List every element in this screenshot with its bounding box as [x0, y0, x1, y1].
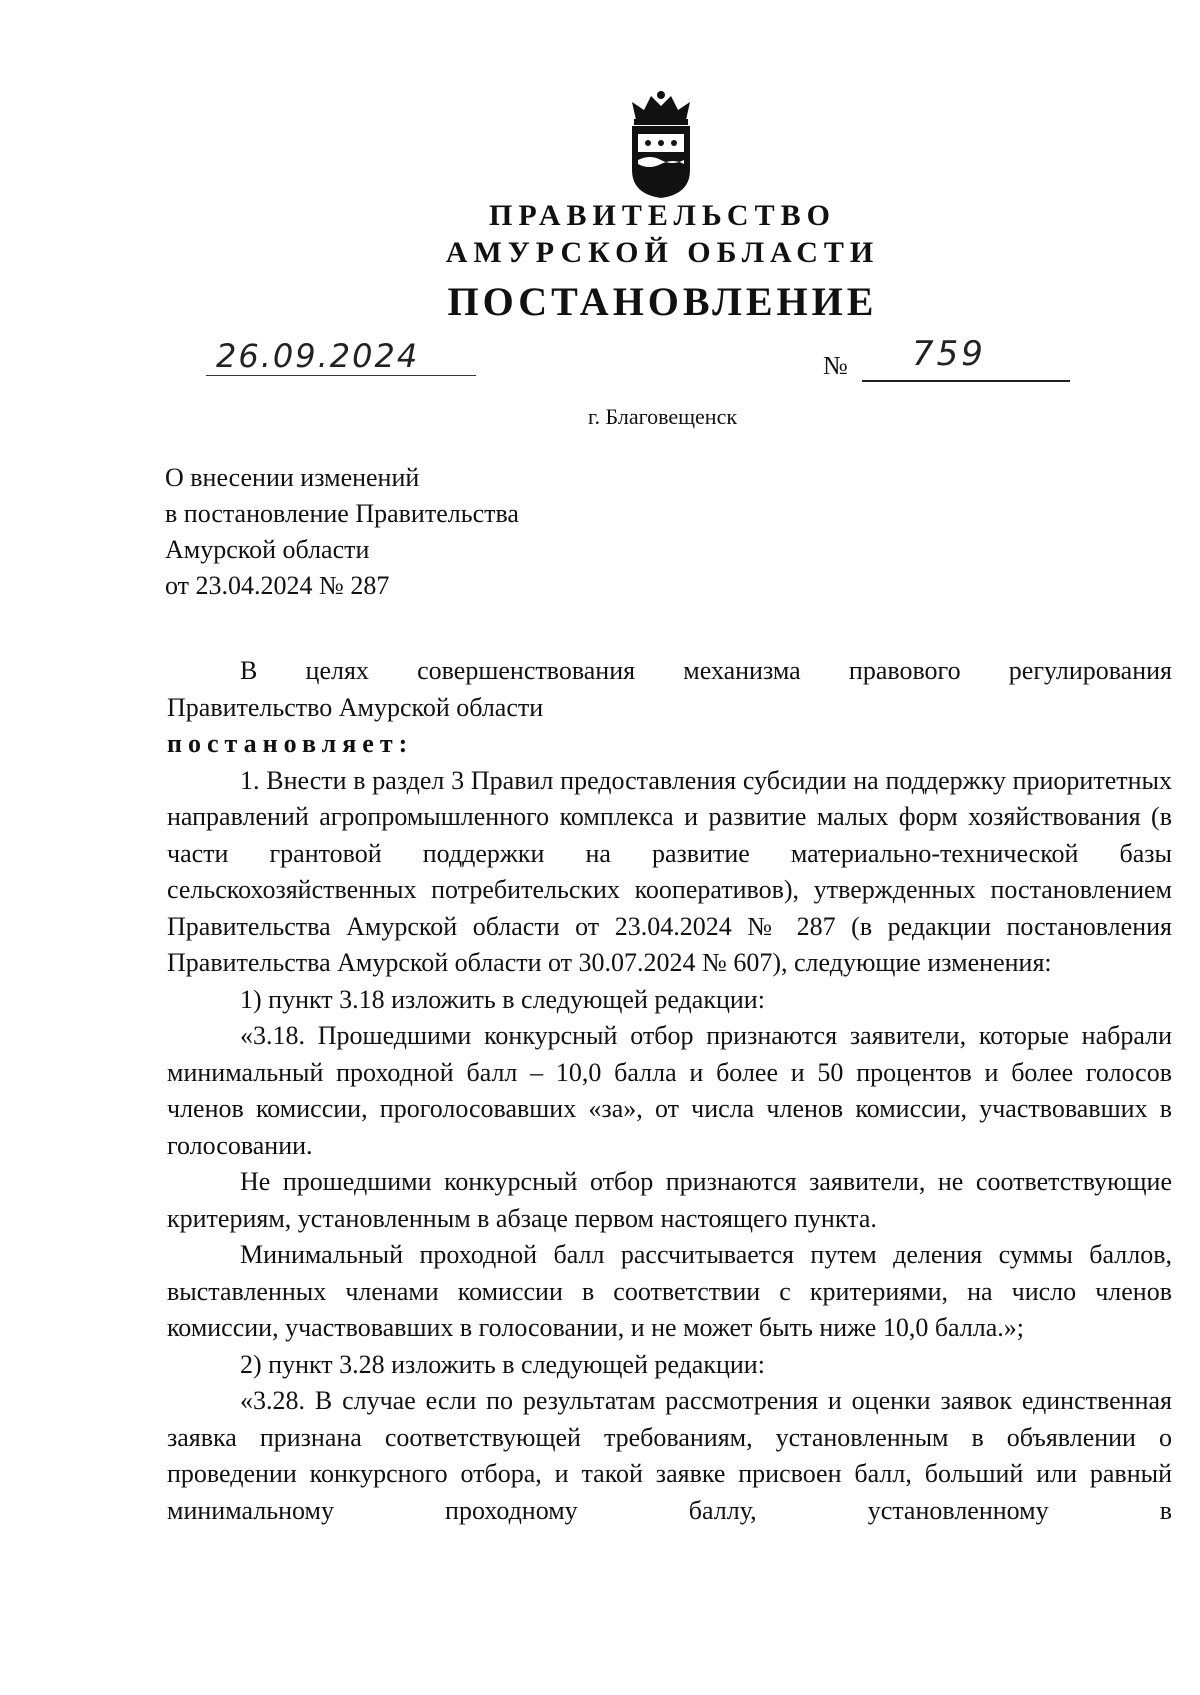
document-type-title: ПОСТАНОВЛЕНИЕ [447, 279, 878, 324]
subject-line: Амурской области [165, 535, 370, 564]
intro-word: совершенствования [417, 656, 636, 685]
subject-line: в постановление Правительства [165, 499, 519, 528]
clause-3-18-paragraph-1: «3.18. Прошедшими конкурсный отбор признаются заявители, которые набрали минимальный проходной балл – 10,0 балла и более и 50 процентов и более голосов членов комиссии, проголосовавших «за», от числа членов комиссии, участвовавших в голосовании. [167, 1021, 1172, 1160]
organization-name-line1: ПРАВИТЕЛЬСТВО [489, 199, 836, 232]
city-line: г. Благовещенск [587, 404, 738, 429]
subitem-2: 2) пункт 3.28 изложить в следующей редакции: [240, 1349, 765, 1379]
subject-line: от 23.04.2024 № 287 [165, 571, 390, 600]
clause-3-18-paragraph-2: Не прошедшими конкурсный отбор признаются заявители, не соответствующие критериям, установленным в абзаце первом настоящего пункта. [167, 1167, 1172, 1233]
document-number: 759 [912, 334, 986, 374]
intro-word: регулирования [1008, 656, 1172, 685]
resolves-word: постановляет: [167, 729, 414, 758]
item-1-paragraph: 1. Внести в раздел 3 Правил предоставления субсидии на поддержку приоритетных направлений агропромышленного комплекса и развитие малых форм хозяйствования (в части грантовой поддержки на развитие материально-технической базы сельскохозяйственных потребительских кооперативов), утвержденных постановлением Правительства Амурской области от 23.04.2024 № 287 (в редакции постановления Правительства Амурской области от 30.07.2024 № 607), следующие изменения: [167, 765, 1172, 977]
intro-word: В [240, 656, 258, 685]
document-date: 26.09.2024 [216, 337, 420, 375]
subject-line: О внесении изменений [165, 463, 420, 492]
intro-word: правового [848, 656, 961, 685]
document-subject [165, 460, 519, 604]
clause-3-28-paragraph-1: «3.28. В случае если по результатам рассмотрения и оценки заявок единственная заявка признана соответствующей требованиям, установленным в объявлении о проведении конкурсного отбора, и такой заявке присвоен балл, больший или равный минимальному проходному баллу, установленному в [167, 1386, 1172, 1525]
intro-word: целях [305, 656, 369, 685]
intro-line [167, 653, 1172, 690]
organization-name-line2: АМУРСКОЙ ОБЛАСТИ [445, 236, 880, 269]
intro-word: механизма [683, 656, 801, 685]
intro-line2: Правительство Амурской области [167, 692, 544, 722]
document-body [167, 653, 1172, 1529]
amur-oblast-coat-of-arms-icon [618, 90, 704, 200]
subitem-1: 1) пункт 3.18 изложить в следующей редакции: [240, 984, 765, 1014]
number-underline [862, 380, 1070, 382]
date-underline [206, 375, 476, 376]
clause-3-18-paragraph-3: Минимальный проходной балл рассчитывается путем деления суммы баллов, выставленных членами комиссии в соответствии с критериями, на число членов комиссии, участвовавших в голосовании, и не может быть ниже 10,0 балла.»; [167, 1240, 1172, 1342]
number-label: № [823, 351, 848, 380]
